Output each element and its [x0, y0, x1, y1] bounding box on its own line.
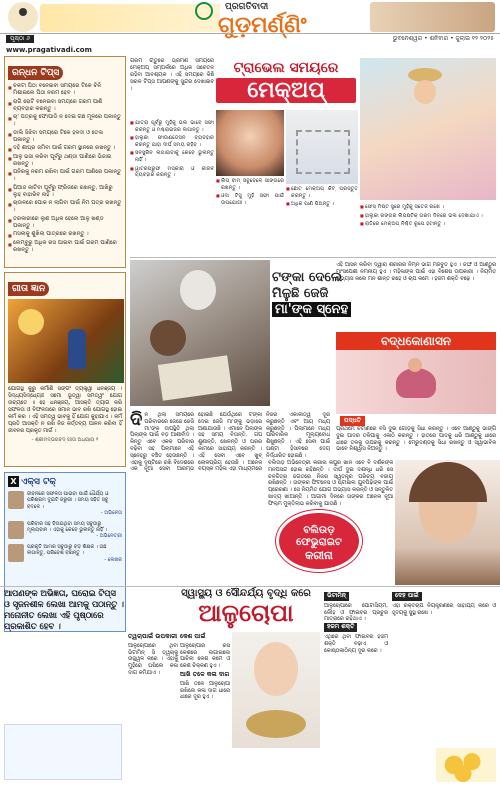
travel-column-1	[130, 120, 214, 181]
capsules-photo	[436, 748, 496, 782]
x-logo-icon: X	[8, 476, 19, 487]
list-item: ■ ଫେସ୍ ମିଷ୍ଟ ସ୍ପ୍ରେ ମୁହଁକୁ ସତେଜ ରଖେ ।	[360, 204, 496, 211]
gita-caption: - ଶ୍ରୀମଦ୍ଭଗବଦ୍ ଗୀତା ଅଧ୍ୟାୟ ୨	[31, 437, 99, 443]
subheading: ଆଖି ତଳେ କଳା ଦାଗ	[180, 670, 230, 678]
list-item: ■ ପନିରକୁ ନରମ ରଖିବା ପାଇଁ ଗରମ ପାଣିରେ ପକାନ୍ତୁ ।	[8, 169, 122, 183]
tweet-author: - ଲେଖକ	[104, 556, 122, 563]
divider	[130, 257, 496, 258]
tweet-author: - ଅଭିନେତା	[100, 510, 122, 517]
column-text: ଏଥିରେ ଥିବା ଫାଇବର ହଜମ ଶକ୍ତି ବଢ଼ାଏ ଓ କୋଷ୍ଠକାଠିନ୍ୟ ଦୂର କରେ ।	[324, 633, 388, 654]
grandmother-title-line3: ମା'ଙ୍କ ସ୍ନେହ	[272, 302, 351, 317]
brand-name: ପ୍ରଗତିବାଦୀ	[225, 2, 269, 12]
tips-box	[4, 56, 126, 268]
list-item: ■ ଛୋଟ ମେକ୍ଅପ୍ କିଟ୍ ପ୍ରସ୍ତୁତ କରନ୍ତୁ ।	[286, 186, 358, 199]
yoga-pose-photo	[336, 350, 496, 414]
list-item: ■ ଲିପ୍ ବାମ୍ ସବୁବେଳେ ସାଙ୍ଗରେ ରଖନ୍ତୁ ।	[216, 178, 284, 191]
kareena-article-text: ବଲିଉଡ଼ ଅଭିନେତ୍ରୀ କରୀନା କପୁର ଖାନ ଏବେ ବି ଦର୍ଶକଙ୍କ ମନପସନ୍ଦ ହୋଇ ରହିଛନ୍ତି । ଦୀର୍ଘ ଦୁଇ ଦଶନ୍ଧି ଧରି ସେ ଚଳଚ୍ଚିତ୍ର ଜଗତରେ ନିଜର ସ୍ୱତନ୍ତ୍ର ପରିଚୟ ବଜାୟ ରଖିଛନ୍ତି । ତାଙ୍କର ଫିଟନେସ ଓ ଷ୍ଟାଇଲ ଯୁବପିଢ଼ିଙ୍କ ପାଇଁ ପ୍ରେରଣା । ସେ ନିୟମିତ ଯୋଗ ଅଭ୍ୟାସ କରନ୍ତି ଓ ସନ୍ତୁଳିତ ଖାଦ୍ୟ ଖାଆନ୍ତି । ଆଗାମୀ ଦିନରେ ତାଙ୍କର ଅନେକ ନୂଆ ଫିଲ୍ମ ମୁକ୍ତିଲାଭ କରିବାକୁ ଯାଉଛି ।	[268, 460, 393, 507]
badge-line2: ଫେଭୁରାଇଟ	[296, 537, 342, 548]
yoga-intro: ଏହି ଆସନ କରିବା ଦ୍ୱାରା ଶରୀରର ନିମ୍ନ ଭାଗ ମଜବୁତ ହୁଏ । ଜଙ୍ଘ ଓ ଆଣ୍ଠୁର ମାଂସପେଶୀ ନମନୀୟ ହୁଏ । ମହିଳାଙ୍କ ପାଇଁ ଏହା ବିଶେଷ ଉପକାରୀ । ନିୟମିତ ଅଭ୍ୟାସ କଲେ ମନ ଶାନ୍ତ ରହେ ଓ ଚାପ କମେ । ହଜମ ଶକ୍ତି ବଢ଼େ ।	[336, 262, 496, 282]
yoga-heading: ବଦ୍ଧକୋଣାସନ	[336, 332, 496, 350]
tweet-text	[27, 491, 122, 517]
column-text: ଆଳୁଚୋପାରେ ପୋଟାସିୟମ, ଲୌହ ଓ ଫାଇବର ପ୍ରଚୁର ମାତ୍ରାରେ ରହିଥାଏ ।	[324, 602, 388, 623]
list-item: ■ ଚାଉଳରେ ପୋକ ନ ଲାଗିବା ପାଇଁ ନିମ ପତ୍ର ରଖନ୍ତୁ ।	[8, 200, 122, 214]
kareena-badge	[276, 510, 362, 572]
website-url[interactable]: www.pragativadi.com	[6, 46, 92, 54]
list-item: ■ ଚକଟା ପିଠା ବନେଇବା ସମୟରେ ଟିକେ ଚିନି ମିଶାଇଲେ ପିଠା ନରମ ହେବ ।	[8, 83, 122, 97]
tweet-text	[27, 521, 122, 540]
tweet-body: ଜୀବନରେ ସଫଳତା ପାଇବା ପାଇଁ ଧୈର୍ଯ୍ୟ ଓ ପରିଶ୍ରମ ଦୁଇଟି ଜରୁରୀ । ସମୟ ସହିତ ସବୁ ବଦଳେ ।	[27, 491, 109, 510]
tweet-author: - ଅଭିନେତ୍ରୀ	[96, 533, 122, 540]
sunglasses-woman-photo	[216, 110, 284, 176]
list-item: ■ ତରକାରୀରେ ଲୁଣ ଅଧିକ ହେଲେ ଆଳୁ ଖଣ୍ଡ ପକାନ୍ତୁ ।	[8, 216, 122, 230]
travel-column-3	[286, 186, 358, 210]
travel-column-2	[216, 178, 284, 208]
travel-title	[216, 60, 356, 106]
makeup-kit-photo	[286, 110, 358, 184]
subheading: ଦେହ ପାଇଁ	[392, 592, 422, 601]
list-item: ■ ୱାଟରପ୍ରୁଫ ମସ୍କାରା ଓ କାଜଳ ବ୍ୟବହାର କରନ୍ତୁ ।	[130, 166, 214, 179]
list-item: ■ ଲେମ୍ବୁରୁ ଅଧିକ ରସ ପାଇବା ପାଇଁ ଗରମ ପାଣିରେ ରଖନ୍ତୁ ।	[8, 240, 122, 254]
column-text: ଏହା ରକ୍ତଚାପ ନିୟନ୍ତ୍ରଣରେ ସାହାଯ୍ୟ କରେ ଓ ହୃଦୟକୁ ସୁସ୍ଥ ରଖେ ।	[392, 602, 496, 616]
list-item: ■ ପିଆଜ କାଟିବା ପୂର୍ବରୁ ଫ୍ରିଜରେ ରଖନ୍ତୁ, ଆଖିରୁ ଲୁହ ବାହାରିବ ନାହିଁ ।	[8, 185, 122, 199]
right-column-1	[324, 592, 388, 654]
x-talk-heading	[8, 476, 122, 487]
date-text: ଭୁବନେଶ୍ୱର • ଶନିବାର • ଜୁଲାଇ ୧୨ ୨୦୨୫	[392, 35, 494, 42]
grandmother-title-line2: ମିଳୁଛି ଜେଜି	[272, 286, 329, 301]
travel-title-line1: ଟ୍ରାଭେଲ ସମୟରେ	[233, 60, 339, 76]
list-item: ■ ଦହି ଶୀଘ୍ର ଜମିବା ପାଇଁ ଗରମ ସ୍ଥାନରେ ରଖନ୍ତୁ ।	[8, 145, 122, 152]
list-item: ■ ସନସ୍କ୍ରିନ ଲଗାଇବାକୁ କେବେ ଭୁଲନ୍ତୁ ନାହିଁ ।	[130, 150, 214, 163]
avatar	[8, 491, 24, 509]
potato-peel-column-2	[180, 632, 230, 701]
beach-woman-photo	[360, 58, 496, 200]
gita-verse: ଯୋଗସ୍ଥ କୁରୁ କର୍ମାଣି ସଙ୍ଗଂ ତ୍ୟକ୍ତ୍ୱା ଧନଞ୍ଜୟ । ସିଦ୍ଧ୍ୟସିଦ୍ଧ୍ୟୋଃ ସମୋ ଭୂତ୍ୱା ସମତ୍ୱଂ ଯୋଗ ଉଚ୍ୟତେ ॥ ହେ ଧନଞ୍ଜୟ, ଆସକ୍ତି ତ୍ୟାଗ କରି ସଫଳତା ଓ ବିଫଳତାରେ ସମାନ ଭାବ ରଖି ଯୋଗସ୍ଥ ହୋଇ କର୍ମ କର । ଏହି ସମତ୍ୱ ଭାବକୁ ହିଁ ଯୋଗ କୁହାଯାଏ । କର୍ମ ପ୍ରତି ଆସକ୍ତି ନ ରଖି ନିଜ କର୍ତ୍ତବ୍ୟ ପାଳନ କରିବା ହିଁ ଜୀବନର ପ୍ରକୃତ ମାର୍ଗ ।	[8, 386, 122, 434]
yoga-logo-icon	[8, 2, 38, 32]
list-item: ■ ରାଗି ରୋଟି ବନେଇବା ସମୟରେ ଗରମ ପାଣି ବ୍ୟବହାର କରନ୍ତୁ ।	[8, 99, 122, 113]
gita-box	[4, 272, 126, 467]
krishna-arjuna-image	[8, 299, 124, 383]
list-item: ■ ହାଲୁକା ଫାଉଣ୍ଡେସନ ବ୍ୟବହାର କରନ୍ତୁ ଯାହା ଦୀର୍ଘ ସମୟ ରହିବ ।	[130, 135, 214, 148]
potato-peel-column-1	[128, 632, 178, 677]
anniversary-logo-icon	[195, 2, 213, 20]
travel-column-4	[360, 204, 496, 230]
column-text: ଆଖି ତଳେ ଆଳୁଚୋପା ରଖିଲେ କଳା ଦାଗ ଧୀରେ ଧୀରେ ଦୂର ହୁଏ ।	[180, 680, 230, 701]
badge-line3: କରୀନା	[305, 549, 333, 562]
subheading: ଭିଟାମିନ୍	[324, 592, 349, 601]
dateline	[0, 33, 500, 44]
x-talk-title: ଏକ୍ସ ଟକ୍	[21, 477, 56, 487]
masthead-banner	[40, 4, 220, 32]
grandmother-article	[130, 260, 349, 410]
drop-cap: ଦି	[130, 409, 143, 430]
grandmother-title-line1: ଟଙ୍କା ଦେଲେ	[272, 270, 343, 285]
travel-intro: ଗରମ ଋତୁରେ ଭ୍ରମଣ ସମୟରେ ମେକ୍ଅପ୍ ସମ୍ପର୍କରେ ଅଧିକ ସଚେତନ ରହିବା ଆବଶ୍ୟକ । ଏହି ସମୟରେ କିଛି ସରଳ ଟିପ୍ସ ଆପଣଙ୍କୁ ସୁନ୍ଦର ଦେଖାଇବ ।	[130, 58, 214, 92]
potato-peel-title: ଆଳୁଚୋପା	[198, 599, 294, 627]
woman-potato-photo	[232, 632, 320, 748]
yoga-method-text: ପ୍ରଥମେ ଚଟାଣରେ ବସି ଦୁଇ ଗୋଡ଼କୁ ସିଧା କରନ୍ତୁ । ଏବେ ଆଣ୍ଠୁକୁ ଭାଙ୍ଗି ଦୁଇ ପାଦର ତଳିପାକୁ ଏକାଠି କରନ୍ତୁ । ହାତରେ ପାଦକୁ ଧରି ଆଣ୍ଠୁକୁ ଧୀରେ ଧୀରେ ତଳକୁ ଉପରକୁ କରନ୍ତୁ । ମେରୁଦଣ୍ଡକୁ ସିଧା ରଖନ୍ତୁ ଓ ସ୍ୱାଭାବିକ ଭାବେ ନିଶ୍ୱାସ ନିଅନ୍ତୁ ।	[336, 426, 496, 453]
subheading: ହଜମ ଶକ୍ତି	[324, 623, 357, 632]
masthead	[0, 0, 500, 44]
yoga-subheading: ପଦ୍ଧତି	[340, 416, 365, 426]
masthead-photo	[370, 2, 495, 32]
tips-list	[8, 83, 122, 254]
subheading: କେଶ ପାଇଁ	[180, 633, 206, 640]
tips-heading: ରନ୍ଧନ ଟିପ୍ସ	[8, 66, 63, 80]
tweet-body: ପରିବାର ସହ ବିତାଇଥିବା ସମୟ ସବୁଠାରୁ ମୂଲ୍ୟବାନ । ଏହାକୁ କେବେ ଭୁଲନ୍ତୁ ନାହିଁ ।	[27, 520, 107, 534]
list-item: ■ ରାତିରେ ମେକ୍ଅପ୍ ନିଶ୍ଚିତ ରୂପେ ହଟାନ୍ତୁ ।	[360, 221, 496, 228]
column-text: ଆଳୁଚୋପାର ରସ କେଶରେ ଲଗାଇଲେ ପାଚିଲା କେଶ କମେ ଓ କେଶ ଚିକ୍କଣ ହୁଏ ।	[180, 642, 230, 670]
supplement-title: ଗୁଡ଼ମର୍ଣ୍ଣିଂ	[218, 12, 307, 38]
list-item: ■ ଯାତ୍ରା ପୂର୍ବରୁ ମୁହଁକୁ ଭଲ ଭାବେ ସଫା କରନ୍ତୁ ଓ ମଶ୍ଚରାଇଜର ଲଗାନ୍ତୁ ।	[130, 120, 214, 133]
right-column-2	[392, 592, 496, 616]
avatar	[8, 544, 24, 562]
bottom-section	[0, 588, 500, 788]
promo-box	[4, 724, 122, 780]
divider	[0, 586, 500, 587]
potato-peel-kicker: ସ୍ୱାସ୍ଥ୍ୟ ଓ ସୌନ୍ଦର୍ଯ୍ୟ ବୃଦ୍ଧି କରେ	[181, 588, 311, 599]
list-item: ■ ଚା' ପତ୍ରକୁ ଫୋପାଡି ନ ଦେଇ ଗଛ ମୂଳରେ ପକାନ୍ତୁ ।	[8, 114, 122, 128]
list-item: ■ ଓଦା ଟିସୁ ମୁହଁ ସଫା ପାଇଁ ଉପଯୋଗୀ ।	[216, 193, 284, 206]
list-item: ■ ଅଧିକ ପାଣି ପିଅନ୍ତୁ ।	[286, 201, 358, 208]
tweet-item	[8, 544, 122, 563]
page-number: ପୃଷ୍ଠା ୬	[6, 35, 34, 43]
tweet-body: ପ୍ରକୃତି ଆମର ସବୁଠାରୁ ବଡ଼ ଶିକ୍ଷକ । ଗଛ ଲଗାନ୍ତୁ, ପରିବେଶ ବଞ୍ଚାନ୍ତୁ ।	[27, 543, 107, 557]
badge-line1: ବଲିଉଡ଼	[303, 525, 335, 536]
tweet-item	[8, 521, 122, 540]
list-item: ■ ଆଳୁ ଭଜା କରିବା ପୂର୍ବରୁ ଥଣ୍ଡା ପାଣିରେ ଭିଜାଇ ରଖନ୍ତୁ ।	[8, 154, 122, 168]
list-item: ■ ହାଲୁକା ରଙ୍ଗର ଲିପଷ୍ଟିକ୍ ଗରମ ଦିନରେ ଭଲ ଦେଖାଯାଏ ।	[360, 213, 496, 220]
subheading: ତ୍ୱଚାପାଇଁ ଉପକାରୀ	[128, 633, 178, 640]
promo-body: ଆପଣଙ୍କ ଅଭିଜ୍ଞତା, ଘରୋଇ ଟିପ୍ସ ଓ ସୃଜନଶୀଳ ଲେଖା ଆମକୁ ପଠାନ୍ତୁ । ମନୋନୀତ ଲେଖା ଏହି ପୃଷ୍ଠାରେ ପ୍ରକାଶିତ ହେବ ।	[4, 588, 124, 631]
kareena-photo	[395, 460, 500, 585]
promo-text	[4, 588, 124, 720]
grandmother-body-text: ନ ଥିଲା ସମୟରେ ପରିବାରରେ ଜେଜେ ଜେଜି ମା'ଙ୍କ ଉପସ୍ଥିତି ଥିଲା ପିଲାଙ୍କ ପାଇଁ ବଡ଼ ଆଶୀର୍ବାଦ । କିନ୍ତୁ ଏବେ ଏକକ ପରିବାର ବଢ଼ିବା ସହ ପିଲାମାନେ ଏହି ସ୍ନେହରୁ ବଞ୍ଚିତ ହେଉଛନ୍ତି । ଏହାକୁ ଦୃଷ୍ଟିରେ ରଖି ବିଦେଶରେ ଏକ ନୂଆ ସେବା ଆରମ୍ଭ ହୋଇଛି ଯେଉଁଥିରେ ଟଙ୍କା ଦେଇ ଜେଜି ମା'ଙ୍କୁ ଭଡ଼ାରେ ଅଣାଯାଉଛି । ଏମାନେ ପିଲାଙ୍କ ସହ ସମୟ ବିତାନ୍ତି, ଗପ ଶୁଣାନ୍ତି, ଖେଳନ୍ତି ଓ ଘରର କାମରେ ସାହାଯ୍ୟ କରନ୍ତି । ଏହି ସେବା ଏବେ ଖୁବ୍ ଲୋକପ୍ରିୟ ହେଉଛି । ଅନେକ ବୟସ୍କ ମହିଳା ଏହା ମାଧ୍ୟମରେ ନିଜର ଏକାକୀତ୍ୱ ଦୂର କରୁଛନ୍ତି ଏବଂ ଆୟ ମଧ୍ୟ କରୁଛନ୍ତି । ପିଲାମାନେ ମଧ୍ୟ ପାରିବାରିକ ମୂଲ୍ୟବୋଧ ଶିଖୁଛନ୍ତି । ଏହି ସେବା ପାଇଁ ଘଣ୍ଟା ହିସାବରେ ଦେୟ ନିର୍ଦ୍ଧାରିତ ହୋଇଛି ।	[130, 412, 330, 473]
tweet-item	[8, 491, 122, 517]
travel-title-line2: ମେକ୍ଅପ୍	[216, 78, 356, 103]
column-text: ଆଳୁଚୋପାରେ ଥିବା ଭିଟାମିନ୍ ସି ତ୍ୱଚାକୁ ଉଜ୍ଜ୍ୱଳ କରେ । ଏହାକୁ ମୁହଁରେ ଘଷିଲେ କଳା ଦାଗ କମିଯାଏ ।	[128, 642, 178, 676]
travel-makeup-article	[130, 58, 496, 256]
avatar	[8, 521, 24, 539]
list-item: ■ ମସଲାକୁ ଶୁଖିଲା ପାତ୍ରରେ ରଖନ୍ତୁ ।	[8, 231, 122, 238]
gita-heading: ଗୀତା ଜ୍ଞାନ	[8, 282, 49, 296]
left-column	[4, 56, 126, 586]
list-item: ■ ଡାଲି ସିଝିବା ସମୟରେ ଟିକେ ହଳଦୀ ଓ ତେଲ ପକାନ୍ତୁ ।	[8, 130, 122, 144]
tweet-text	[27, 544, 122, 563]
